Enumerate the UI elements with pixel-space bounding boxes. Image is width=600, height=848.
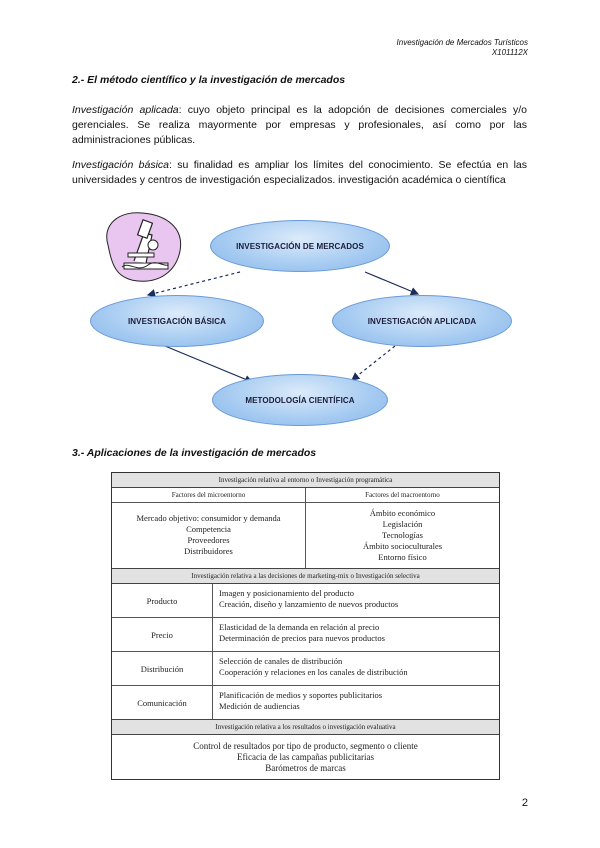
table-row <box>112 584 499 618</box>
mix-line: Creación, diseño y lanzamiento de nuevos productos <box>219 599 399 609</box>
micro-item: Mercado objetivo: consumidor y demanda <box>136 513 281 523</box>
node-applied-research: INVESTIGACIÓN APLICADA <box>332 295 512 347</box>
macro-item: Entorno físico <box>378 552 427 562</box>
table-heading-selective: Investigación relativa a las decisiones de marketing-mix o Investigación selectiva <box>112 569 499 584</box>
mix-label: Precio <box>112 618 213 651</box>
mix-line: Selección de canales de distribución <box>219 656 343 666</box>
basic-term: Investigación básica <box>72 159 170 171</box>
mix-line: Elasticidad de la demanda en relación al precio <box>219 622 380 632</box>
mix-detail <box>213 584 499 617</box>
micro-item: Competencia <box>186 524 231 534</box>
header-code: X101112X <box>491 48 528 57</box>
table-heading-programmatic: Investigación relativa al entorno o Investigación programática <box>112 473 499 488</box>
mix-detail <box>213 618 499 651</box>
node-basic-research: INVESTIGACIÓN BÁSICA <box>90 295 264 347</box>
micro-item: Distribuidores <box>184 546 233 556</box>
mix-line: Medición de audiencias <box>219 701 300 711</box>
eval-item: Barómetros de marcas <box>265 763 346 773</box>
macro-item: Ámbito socioculturales <box>362 541 443 551</box>
eval-item: Eficacia de las campañas publicitarias <box>237 752 374 762</box>
mix-detail <box>213 652 499 685</box>
header-title: Investigación de Mercados Turísticos <box>396 38 528 47</box>
table-subheader-row <box>112 488 499 503</box>
arrow-to-applied <box>365 272 418 294</box>
macro-item: Legislación <box>382 519 423 529</box>
macro-factors <box>305 503 499 568</box>
micro-factors <box>112 503 305 568</box>
macro-item: Tecnologías <box>382 530 423 540</box>
arrow-basic-to-method <box>165 346 252 382</box>
table-row <box>112 686 499 720</box>
mix-line: Determinación de precios para nuevos productos <box>219 633 385 643</box>
macro-item: Ámbito económico <box>369 508 436 518</box>
micro-header: Factores del microentorno <box>171 491 246 499</box>
table-row <box>112 618 499 652</box>
applied-term: Investigación aplicada <box>72 104 179 116</box>
node-scientific-method: METODOLOGÍA CIENTÍFICA <box>212 374 388 426</box>
mix-label: Distribución <box>112 652 213 685</box>
arrow-applied-to-method <box>352 346 395 380</box>
mix-detail <box>213 686 499 719</box>
node-market-research: INVESTIGACIÓN DE MERCADOS <box>210 220 390 272</box>
mix-line: Imagen y posicionamiento del producto <box>219 588 355 598</box>
mix-line: Cooperación y relaciones en los canales de distribución <box>219 667 408 677</box>
page-number: 2 <box>521 797 528 809</box>
mix-label: Comunicación <box>112 686 213 719</box>
section-2-title: 2.- El método científico y la investigación de mercados <box>72 74 346 86</box>
micro-item: Proveedores <box>187 535 230 545</box>
eval-item: Control de resultados por tipo de producto, segmento o cliente <box>193 741 418 751</box>
section-3-title: 3.- Aplicaciones de la investigación de mercados <box>72 447 317 459</box>
evaluative-items <box>112 735 499 779</box>
table-heading-evaluative: Investigación relativa a los resultados o investigación evaluativa <box>112 720 499 735</box>
mix-line: Planificación de medios y soportes publicitarios <box>219 690 383 700</box>
applications-table <box>111 472 500 780</box>
table-row <box>112 652 499 686</box>
applied-text: : cuyo objeto principal es la adopción de decisiones comerciales y/o gerenciales. Se realiza mayormente por empresas y profesionales, así como por las administraciones públicas. <box>72 104 527 146</box>
mix-label: Producto <box>112 584 213 617</box>
environment-row <box>112 503 499 569</box>
macro-header: Factores del macroentorno <box>305 488 499 502</box>
arrow-to-basic <box>148 272 240 295</box>
basic-text: : su finalidad es ampliar los límites del conocimiento. Se efectúa en las universidades y centros de investigación especializados. investigación académica o científica <box>72 159 527 186</box>
